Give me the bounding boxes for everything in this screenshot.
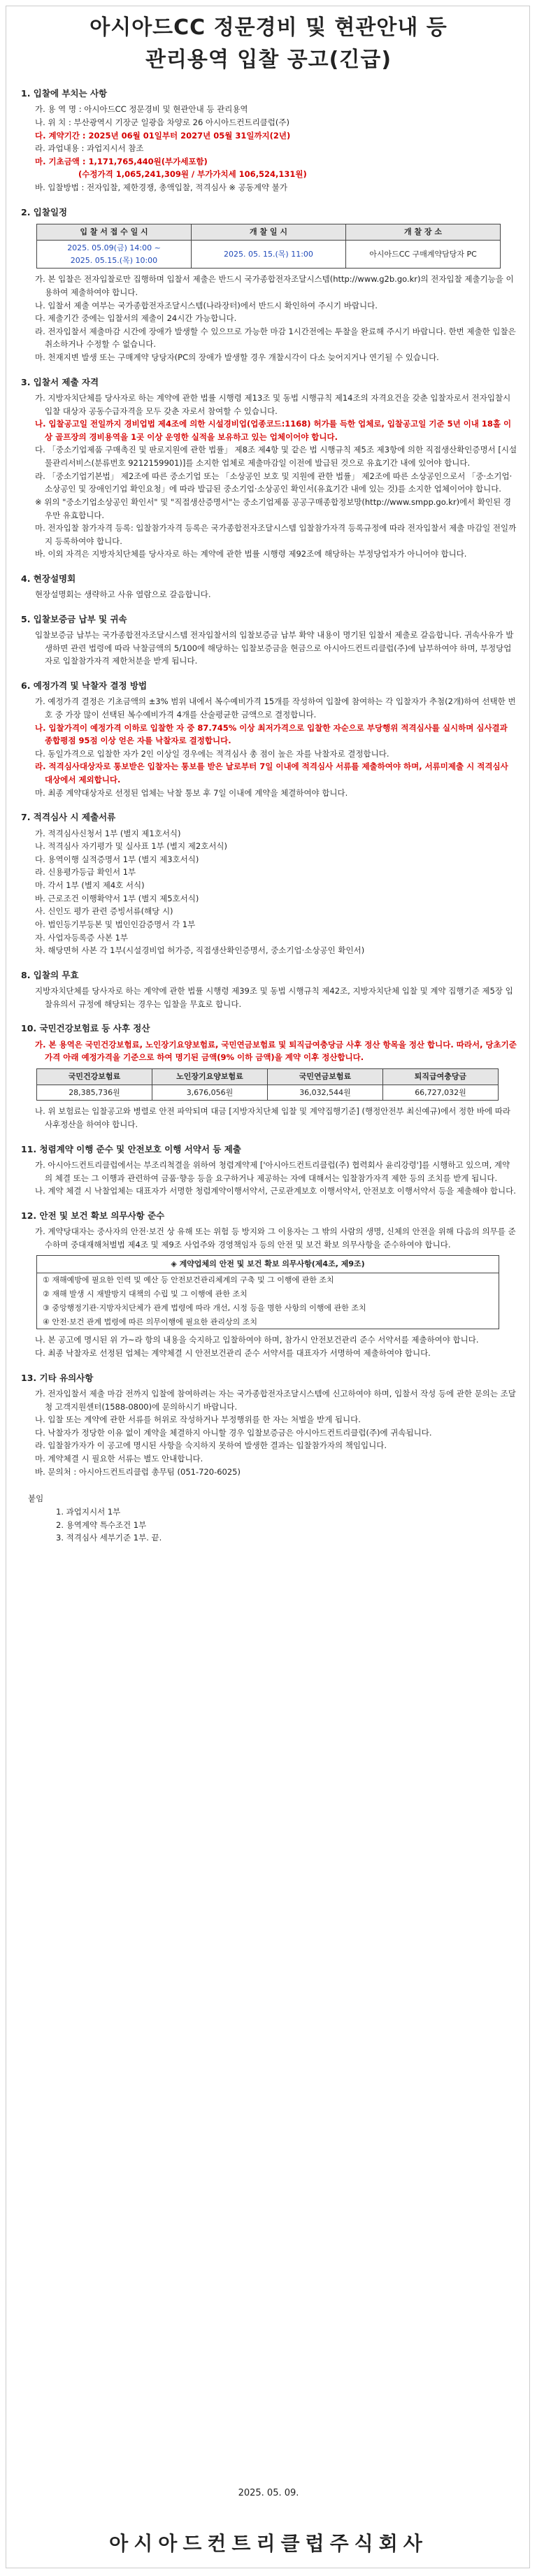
- section-schedule: [21, 206, 517, 364]
- list-item: 가. 계약당대자는 중사자의 안전·보건 상 유해 또는 위험 등 방지와 그 이용자는 그 밖의 사람의 생명, 신체의 안전을 위해 다음의 의무를 준수하며 중대재해처벌법 제4조 및 제9조 사업주와 경영책임자 등의 안전 및 보건 확보 의무사항을 준수하여야 합니다.: [35, 1226, 516, 1250]
- section-title: 7. 적격심사 시 제출서류: [21, 812, 116, 823]
- enclosure-item: 2. 용역계약 특수조건 1부: [56, 1519, 147, 1530]
- section-award-method: [21, 679, 517, 799]
- safety-obligations-box: [36, 1255, 499, 1329]
- section-documents: [21, 810, 517, 957]
- section-title: 4. 현장설명회: [21, 573, 76, 585]
- section-bid-items: [21, 87, 517, 194]
- safety-box-item: ③ 중앙행정기관·지방자치단체가 관계 법령에 따라 개선, 시정 등을 명한 사항의 이행에 관한 조치: [43, 1303, 366, 1312]
- list-item: 라. 전자입찰서 제출마감 시간에 장애가 발생할 수 있으므로 가능한 마감 1시간전에는 투찰을 완료해 주시기 바랍니다. 한번 제출한 입찰은 취소하거나 수정할 수 없습니다.: [35, 326, 516, 350]
- section-eligibility: [21, 375, 517, 561]
- list-item: 가. 전자입찰서 제출 마감 전까지 입찰에 참여하려는 자는 국가종합전자조달시스템에 신고하여야 하며, 입찰서 작성 등에 관한 문의는 조달청 고객지원센터(1588-0800)에 문의하시기 바랍니다.: [35, 1388, 516, 1412]
- section-text: 지방자치단체를 당사자로 하는 계약에 관한 법률 시행령 제39조 및 동법 시행규칙 제42조, 지방자치단체 입찰 및 계약 집행기준 제5장 입찰유의서 규정에 해당되는 경우는 입찰을 무효로 합니다.: [35, 986, 513, 1009]
- section-insurance-settlement: [21, 1022, 517, 1131]
- safety-box-item: ② 재해 발생 시 재발방지 대책의 수립 및 그 이행에 관한 조치: [43, 1289, 248, 1298]
- list-item: 마. 계약체결 시 필요한 서류는 별도 안내합니다.: [35, 1454, 203, 1464]
- list-item: ※ 위의 "중소기업소상공인 확인서" 및 "직접생산증명서"는 중소기업제품 공공구매종합정보망(http://www.smpp.go.kr)에서 확인된 경우만 유효합니다.: [35, 496, 512, 520]
- list-item: 라. 입찰참가자가 이 공고에 명시된 사항을 숙지하지 못하여 발생한 결과는 입찰참가자의 책임입니다.: [35, 1440, 387, 1451]
- notice-title-line2: 관리용역 입찰 공고(긴급): [145, 48, 392, 72]
- section-deposit: [21, 613, 517, 668]
- list-item: 마. 전자입찰 참가자격 등록: 입찰참가자격 등록은 국가종합전자조달시스템 입찰참가자격 등록규정에 따라 전자입찰서 제출 마감일 전일까지 등록하여야 합니다.: [35, 523, 517, 546]
- list-item: 마. 기초금액 : 1,171,765,440원(부가세포함): [35, 156, 208, 166]
- list-item: 나. 적격심사 자기평가 및 실사표 1부 (별지 제2호서식): [35, 841, 228, 852]
- table-cell: 3,676,056원: [152, 1085, 268, 1101]
- list-item: 라. 「중소기업기본법」 제2조에 따른 중소기업 또는 「소상공인 보호 및 지원에 관한 법률」 제2조에 따른 소상공인으로서 「중·소기업·소상공인 및 장애인기업 확인요청」에 따라 발급된 중소기업·소상공인 확인서(유효기간 내에 있는 것)를 소지한 업체이어야 합니다.: [35, 471, 513, 494]
- list-item: 자. 사업자등록증 사본 1부: [35, 932, 129, 943]
- list-item: 나. 입찰가격이 예정가격 이하로 입찰한 자 중 87.745% 이상 최저가격으로 입찰한 자순으로 부당행위 적격심사를 실시하며 심사결과 종합평점 95점 이상 얻은 자를 낙찰자로 결정합니다.: [35, 722, 508, 746]
- list-item: 가. 용 역 명 : 아시아드CC 정문경비 및 현관안내 등 관리용역: [35, 104, 248, 115]
- list-item: 가. 예정가격 결정은 기초금액의 ±3% 범위 내에서 복수예비가격 15개를 작성하여 입찰에 참여하는 각 입찰자가 추첨(2개)하여 선택한 번호 중 가장 많이 선택된 복수예비가격 4개를 산술평균한 금액으로 결정합니다.: [35, 696, 516, 720]
- list-item: 사. 신인도 평가 관련 증빙서류(해당 시): [35, 906, 173, 917]
- section-title: 1. 입찰에 부치는 사항: [21, 88, 108, 99]
- list-item: 다. 동일가격으로 입찰한 자가 2인 이상일 경우에는 적격심사 총 점이 높은 자를 낙찰자로 결정합니다.: [35, 748, 389, 759]
- table-header: 입 찰 서 접 수 일 시: [37, 224, 192, 240]
- list-item: 아. 법인등기부등본 및 법인인감증명서 각 1부: [35, 919, 196, 929]
- bid-period-cell: [37, 240, 192, 269]
- section-title: 3. 입찰서 제출 자격: [21, 376, 99, 387]
- insurance-table: [36, 1068, 499, 1101]
- table-header: 국민연금보험료: [268, 1068, 383, 1085]
- table-header: 퇴직급여충당금: [383, 1068, 499, 1085]
- safety-box-item: ① 재해예방에 필요한 인력 및 예산 등 안전보건관리체계의 구축 및 그 이행에 관한 조치: [43, 1275, 334, 1285]
- enclosure-item: 3. 적격심사 세부기준 1부. 끝.: [56, 1533, 162, 1543]
- table-cell: 66,727,032원: [383, 1085, 499, 1101]
- list-item: 가. 아시아드컨트리클럽에서는 부조리척결을 위하여 청렴계약제 ['아시아드컨트리클럽(주) 협력회사 윤리강령']를 시행하고 있으며, 계약의 체결 또는 그 이행과 관련하여 금품·향응 등을 요구하거나 제공하는 자에 대해서는 입찰참가자격 제한 등의 조치를 받게 됩니다.: [35, 1159, 510, 1183]
- list-item: (수정가격 1,065,241,309원 / 부가가치세 106,524,131원): [78, 169, 307, 180]
- list-item: 나. 본 공고에 명시된 위 가~라 항의 내용을 숙지하고 입찰하여야 하며, 참가시 안전보건관리 준수 서약서를 제출하여야 합니다.: [35, 1335, 479, 1345]
- table-cell: 28,385,736원: [37, 1085, 152, 1101]
- section-title: 13. 기타 유의사항: [21, 1372, 94, 1383]
- list-item: 나. 입찰서 제출 여부는 국가종합전자조달시스템(나라장터)에서 반드시 확인하여 주시기 바랍니다.: [35, 300, 378, 310]
- section-text: 가. 본 용역은 국민건강보험료, 노인장기요양보험료, 국민연금보험료 및 퇴직급여충당금 사후 정산 항목을 정산 합니다. 따라서, 당초기준가격 아래 예정가격을 기준으로 하여 명기된 금액(9% 이하 금액)을 계약 이후 정산합니다.: [35, 1039, 517, 1063]
- bid-place-cell: 아시아드CC 구매계약담당자 PC: [346, 240, 501, 269]
- list-item: 라. 적격심사대상자로 통보받은 입찰자는 통보를 받은 날로부터 7일 이내에 적격심사 서류를 제출하여야 하며, 서류미제출 시 적격심사 대상에서 제외합니다.: [35, 761, 508, 785]
- list-item: 바. 근로조건 이행확약서 1부 (별지 제5호서식): [35, 893, 199, 903]
- safety-box-title: ◈ 계약업체의 안전 및 보건 확보 의무사항(제4조, 제9조): [37, 1256, 499, 1273]
- section-briefing: [21, 572, 517, 601]
- list-item: 나. 입찰 또는 계약에 관한 서류를 허위로 작성하거나 부정행위를 한 자는 처벌을 받게 됩니다.: [35, 1415, 361, 1425]
- table-header: 개 찰 일 시: [192, 224, 346, 240]
- notice-body: [21, 76, 517, 1545]
- enclosure-item: 1. 과업지시서 1부: [56, 1506, 121, 1517]
- safety-box-item: ④ 안전·보건 관계 법령에 따른 의무이행에 필요한 관리상의 조치: [43, 1317, 257, 1326]
- section-note: 나. 위 보험료는 입찰공고와 병렬로 안전 파악되며 대금 [지방자치단체 입찰 및 계약집행기준] (행정안전부 최신예규)에서 정한 바에 따라 사후정산을 하여야 합니다.: [35, 1106, 510, 1130]
- list-item: 다. 낙찰자가 정당한 이유 없이 계약을 체결하지 아니할 경우 입찰보증금은 아시아드컨트리클럽(주)에 귀속됩니다.: [35, 1427, 432, 1438]
- list-item: 바. 이외 자격은 지방자치단체를 당사자로 하는 계약에 관한 법률 시행령 제92조에 해당하는 부정당업자가 아니어야 합니다.: [35, 549, 467, 559]
- notice-date: 2025. 05. 09.: [238, 2488, 299, 2498]
- company-name: 아시아드컨트리클럽주식회사: [109, 2532, 428, 2555]
- section-other-notes: [21, 1371, 517, 1479]
- list-item: 가. 지방자치단체를 당사자로 하는 계약에 관한 법률 시행령 제13조 및 동법 시행규칙 제14조의 자격요건을 갖춘 입찰자로서 전자입찰시 입찰 대상자 공동수급자격을 모두 갖춘 자로서 참여할 수 있습니다.: [35, 392, 511, 416]
- section-text: 입찰보증금 납부는 국가종합전자조달시스템 전자입찰서의 입찰보증금 납부 확약 내용이 명기된 입찰서 제출로 갈음합니다. 귀속사유가 발생하면 관련 법령에 따라 낙찰금액의 5/100에 해당하는 입찰보증금을 현금으로 아시아드컨트리클럽(주)에 납부하여야 하며, 부정당업자로 입찰참가자격 제한처분을 받게 됩니다.: [35, 630, 514, 666]
- list-item: 가. 본 입찰은 전자입찰로만 집행하며 입찰서 제출은 반드시 국가종합전자조달시스템(http://www.g2b.go.kr)의 전자입찰 제출기능을 이용하여 제출하여야 합니다.: [35, 274, 514, 297]
- section-title: 5. 입찰보증금 납부 및 귀속: [21, 613, 127, 624]
- enclosures-label: 붙임: [28, 1494, 44, 1504]
- section-text: 현장설명회는 생략하고 사유 열람으로 갈음합니다.: [35, 589, 211, 600]
- list-item: 나. 계약 체결 시 낙찰업체는 대표자가 서명한 청렴계약이행서약서, 근로관계보호 이행서약서, 안전보호 이행서약서 등을 제출해야 합니다.: [35, 1186, 516, 1196]
- list-item: 마. 최종 계약대상자로 선정된 업체는 낙찰 통보 후 7일 이내에 계약을 체결하여야 합니다.: [35, 787, 348, 798]
- list-item: 바. 문의처 : 아시아드컨트리클럽 총무팀 (051-720-6025): [35, 1466, 241, 1477]
- list-item: 라. 신용평가등급 확인서 1부: [35, 867, 136, 878]
- list-item: 다. 용역이행 실적증명서 1부 (별지 제3호서식): [35, 854, 199, 864]
- list-item: 나. 입찰공고일 전일까지 경비업법 제4조에 의한 시설경비업(업종코드:1168) 허가를 득한 업체로, 입찰공고일 기준 5년 이내 18홀 이상 골프장의 경비용역을 1곳 이상 운영한 실적을 보유하고 있는 업체이어야 합니다.: [35, 419, 512, 442]
- list-item: 다. 제출기간 중에는 입찰서의 제출이 24시간 가능합니다.: [35, 313, 237, 324]
- table-header: 노인장기요양보험료: [152, 1068, 268, 1085]
- list-item: 마. 각서 1부 (별지 제4호 서식): [35, 880, 145, 891]
- section-title: 10. 국민건강보험료 등 사후 정산: [21, 1023, 150, 1034]
- list-item: 가. 적격심사신청서 1부 (별지 제1호서식): [35, 828, 181, 838]
- table-header: 국민건강보험료: [37, 1068, 152, 1085]
- section-title: 12. 안전 및 보건 확보 의무사항 준수: [21, 1210, 165, 1221]
- list-item: 바. 입찰방법 : 전자입찰, 제한경쟁, 총액입찰, 적격심사 ※ 공동계약 불가: [35, 183, 287, 192]
- list-item: 마. 천재지변 발생 또는 구매계약 당당자(PC의 장애가 발생할 경우 개찰시각이 다소 늦어지거나 연기될 수 있습니다.: [35, 352, 439, 363]
- section-safety-obligations: [21, 1209, 517, 1360]
- section-title: 8. 입찰의 무효: [21, 969, 79, 980]
- section-integrity-pledge: [21, 1143, 517, 1198]
- section-title: 6. 예정가격 및 낙찰자 결정 방법: [21, 680, 148, 692]
- bid-period-end: 2025. 05.15.(목) 10:00: [70, 255, 158, 265]
- section-title: 11. 청렴계약 이행 준수 및 안전보호 이행 서약서 등 제출: [21, 1143, 241, 1154]
- bid-period-start: 2025. 05.09(금) 14:00 ~: [67, 243, 161, 252]
- table-header: 개 찰 장 소: [346, 224, 501, 240]
- section-invalid-bids: [21, 968, 517, 1011]
- notice-title-line1: 아시아드CC 정문경비 및 현관안내 등: [90, 15, 448, 40]
- list-item: 차. 해당면허 사본 각 1부(시설경비업 허가증, 직접생산확인증명서, 중소기업·소상공인 확인서): [35, 945, 365, 956]
- schedule-table: [36, 224, 501, 269]
- list-item: 라. 과업내용 : 과업지시서 참조: [35, 143, 144, 154]
- list-item: 나. 위 치 : 부산광역시 기장군 일광읍 차양로 26 아시아드컨트리클럽(주): [35, 117, 289, 127]
- bid-open-cell: 2025. 05. 15.(목) 11:00: [192, 240, 346, 269]
- list-item: 다. 「중소기업제품 구매촉진 및 판로지원에 관한 법률」 제8조 제4항 및 같은 법 시행규칙 제5조 제3항에 의한 직접생산확인증명서 [시설물관리서비스(분류번호 9212159901)]를 소지한 업체로 제출마감일 이전에 발급된 것으로 유효기간 내에 있어야 합니다.: [35, 445, 517, 468]
- section-title: 2. 입찰일정: [21, 206, 68, 217]
- list-item: 다. 계약기간 : 2025년 06월 01일부터 2027년 05월 31일까지(2년): [35, 130, 291, 141]
- list-item: 다. 최종 낙찰자로 선정된 업체는 계약체결 시 안전보건관리 준수 서약서를 대표자가 서명하여 제출하여야 합니다.: [35, 1348, 431, 1358]
- enclosures: [21, 1492, 517, 1545]
- table-cell: 36,032,544원: [268, 1085, 383, 1101]
